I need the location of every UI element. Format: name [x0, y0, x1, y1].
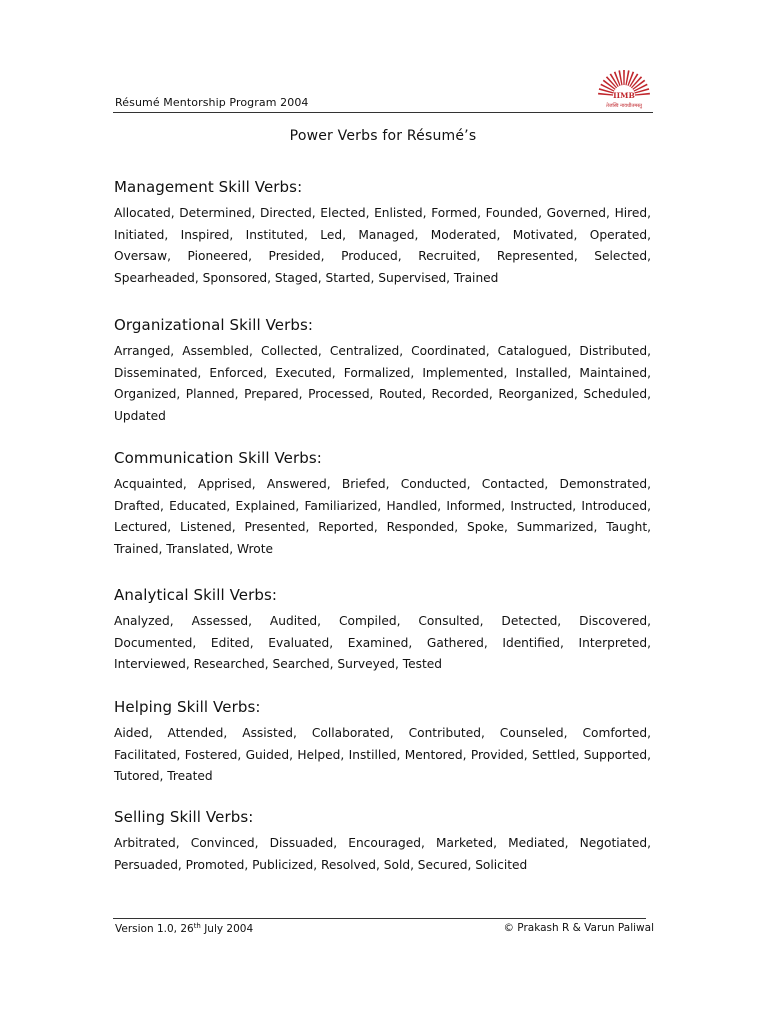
logo-ray — [634, 88, 649, 94]
logo-ray — [635, 93, 650, 96]
section-heading: Communication Skill Verbs: — [114, 449, 322, 467]
iimb-logo — [594, 68, 654, 110]
logo-text: IIMB — [613, 91, 635, 100]
version-sup: th — [193, 922, 201, 930]
footer-copyright: © Prakash R & Varun Paliwal — [503, 922, 654, 934]
logo-ray — [598, 93, 613, 96]
section-verbs: Allocated, Determined, Directed, Elected, Enlisted, Formed, Founded, Governed, Hired, Initiated, Inspired, Instituted, Led, Managed, Moderated, Motivated, Operated, Oversaw, Pioneered, Presided, Produced, Recruited, Represented, Selected, Spearheaded, Sponsored, Staged, Started, Supervised, Trained — [114, 206, 651, 285]
logo-ray — [623, 70, 625, 85]
section-heading: Management Skill Verbs: — [114, 178, 303, 196]
page-title: Power Verbs for Résumé’s — [289, 128, 477, 144]
section-verbs: Acquainted, Apprised, Answered, Briefed, Conducted, Contacted, Demonstrated, Drafted, Educated, Explained, Familiarized, Handled, Informed, Instructed, Introduced, Lectured, Listened, Presented, Reported, Responded, Spoke, Summarized, Taught, Trained, Translated, Wrote — [114, 477, 651, 556]
footer-version — [115, 922, 253, 935]
logo-motto: तेजस्वि नावधीतमस्तु — [605, 103, 643, 109]
section-verbs: Analyzed, Assessed, Audited, Compiled, Consulted, Detected, Discovered, Documented, Edited, Evaluated, Examined, Gathered, Identified, Interpreted, Interviewed, Researched, Searched, Surveyed, Tested — [114, 614, 651, 671]
section-heading: Analytical Skill Verbs: — [114, 586, 278, 604]
program-header: Résumé Mentorship Program 2004 — [115, 96, 309, 109]
version-suffix: July 2004 — [200, 923, 254, 935]
section-verbs: Arbitrated, Convinced, Dissuaded, Encouraged, Marketed, Mediated, Negotiated, Persuaded, Promoted, Publicized, Resolved, Sold, Secured, Solicited — [114, 836, 651, 872]
section-management — [114, 178, 651, 289]
section-verbs: Arranged, Assembled, Collected, Centralized, Coordinated, Catalogued, Distributed, Disseminated, Enforced, Executed, Formalized, Implemented, Installed, Maintained, Organized, Planned, Prepared, Processed, Routed, Recorded, Reorganized, Scheduled, Updated — [114, 344, 651, 423]
section-heading: Selling Skill Verbs: — [114, 808, 254, 826]
section-heading: Helping Skill Verbs: — [114, 698, 261, 716]
version-prefix: Version 1.0, 26 — [115, 923, 194, 935]
section-organizational — [114, 316, 651, 427]
footer-rule — [113, 918, 646, 919]
section-analytical — [114, 586, 651, 676]
section-heading: Organizational Skill Verbs: — [114, 316, 314, 334]
section-verbs: Aided, Attended, Assisted, Collaborated, Contributed, Counseled, Comforted, Facilitated, Fostered, Guided, Helped, Instilled, Mentored, Provided, Settled, Supported, Tutored, Treated — [114, 726, 651, 783]
header-rule — [113, 112, 653, 113]
logo-ray — [599, 88, 614, 94]
section-communication — [114, 449, 651, 560]
section-selling — [114, 808, 651, 876]
section-helping — [114, 698, 651, 788]
